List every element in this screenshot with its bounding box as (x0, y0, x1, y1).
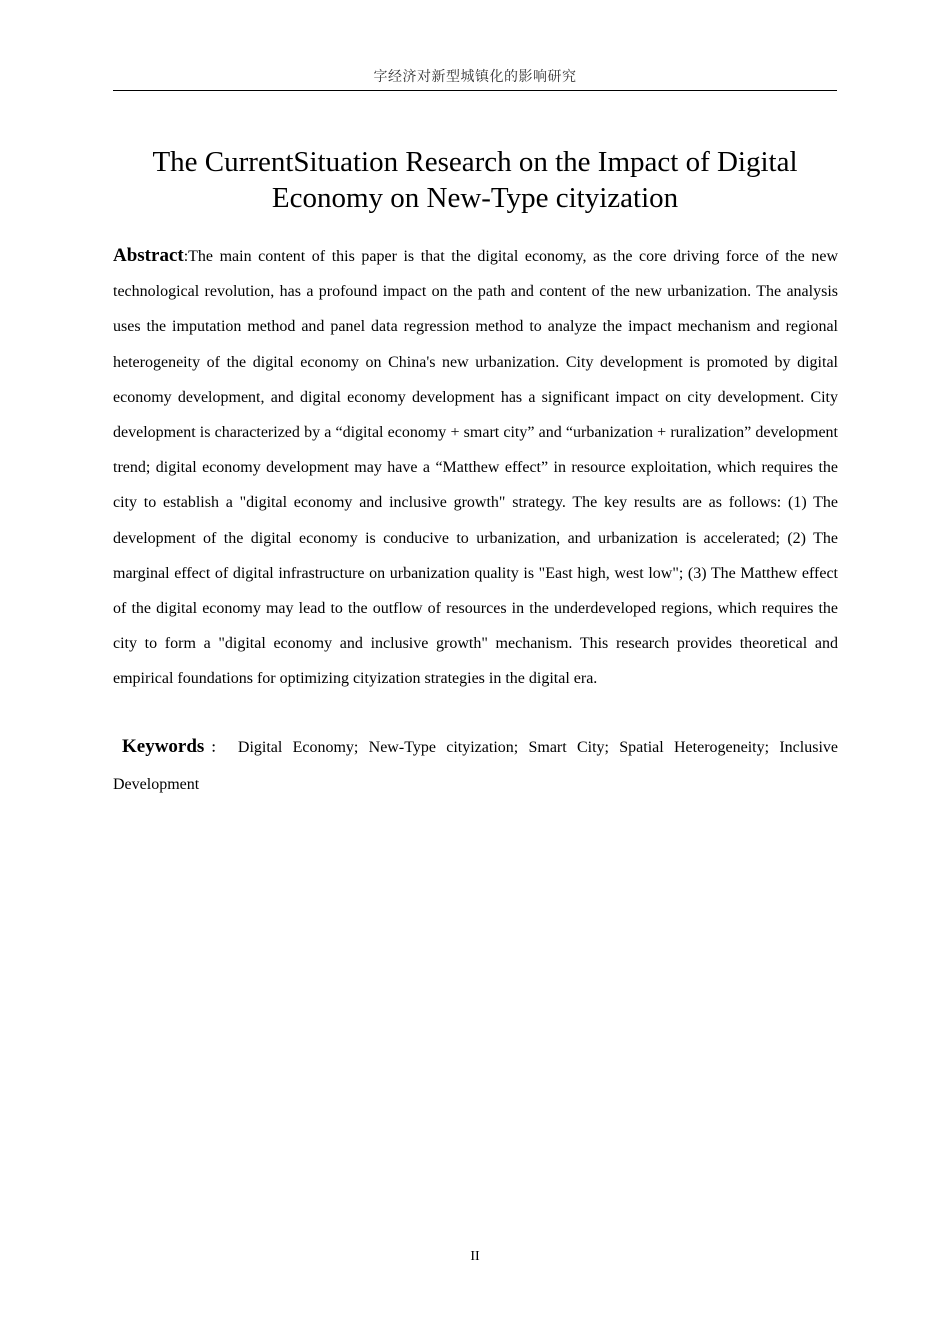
page-number: II (470, 1249, 480, 1264)
paper-title (113, 144, 837, 216)
abstract-text: :The main content of this paper is that the digital economy, as the core driving force of the new technological revolution, has a profound impact on the path and content of the new urbanization. The analysis uses the imputation method and panel data regression method to analyze the impact mechanism and regional heterogeneity of the digital economy on China's new urbanization. City development is promoted by digital economy development, and digital economy development has a significant impact on city development. City development is characterized by a “digital economy + smart city” and “urbanization + ruralization” development trend; digital economy development may have a “Matthew effect” in resource exploitation, which requires the city to establish a "digital economy and inclusive growth" strategy. The key results are as follows: (1) The development of the digital economy is conducive to urbanization, and urbanization is accelerated; (2) The marginal effect of digital infrastructure on urbanization quality is "East high, west low"; (3) The Matthew effect of the digital economy may lead to the outflow of resources in the underdeveloped regions, which requires the city to form a "digital economy and inclusive growth" mechanism. This research provides theoretical and empirical foundations for optimizing cityization strategies in the digital era. (113, 248, 838, 688)
keywords-paragraph (113, 728, 838, 803)
abstract-label: Abstract (113, 245, 184, 266)
running-header: 字经济对新型城镇化的影响研究 (113, 66, 837, 91)
paper-title-line-2: Economy on New-Type cityization (271, 182, 679, 214)
keywords-text: Digital Economy; New-Type cityization; Smart City; Spatial Heterogeneity; Inclusive Development (113, 739, 838, 793)
abstract-paragraph (113, 238, 838, 697)
paper-title-line-1: The CurrentSituation Research on the Impact of Digital (152, 146, 798, 178)
keywords-separator: ： (204, 740, 230, 755)
keywords-label: Keywords (122, 736, 205, 757)
